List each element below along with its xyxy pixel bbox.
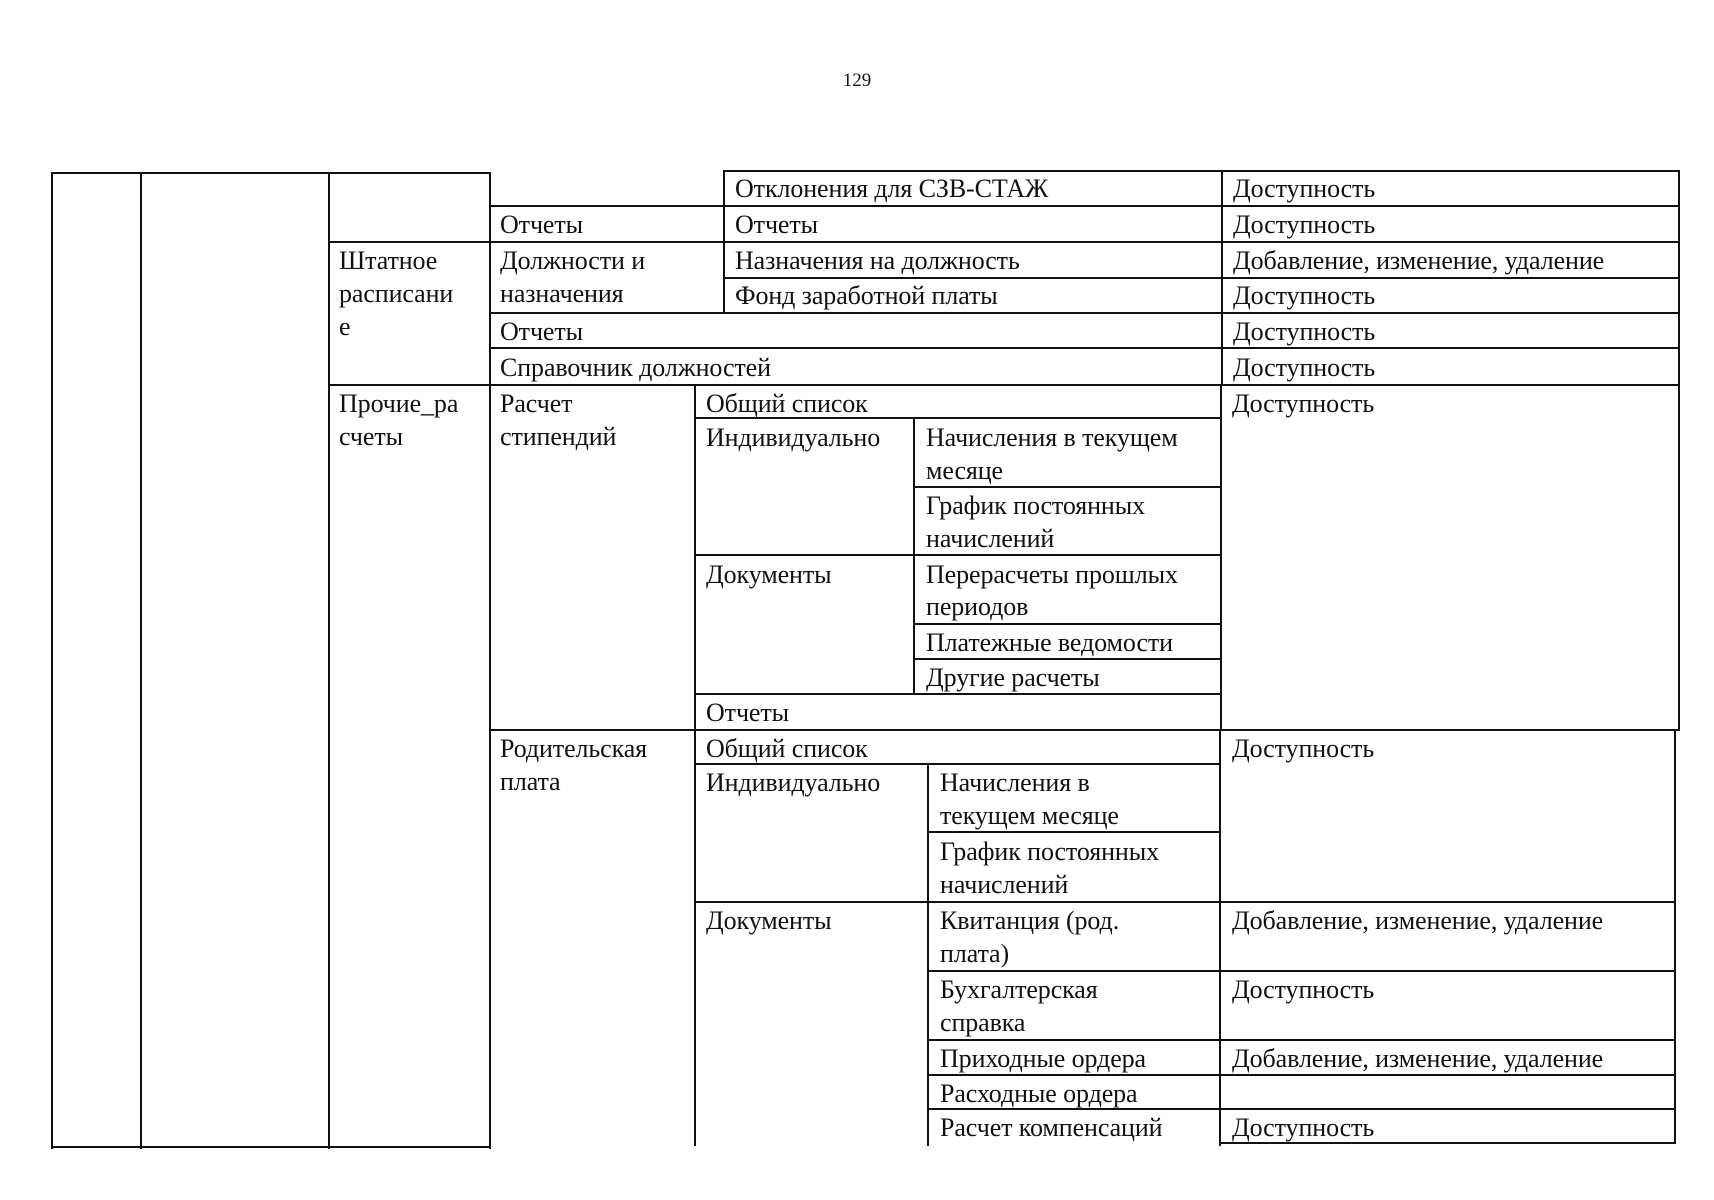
table-border-bottom [51, 1146, 491, 1148]
table-cell: начислений [940, 870, 1069, 899]
table-cell: Приходные ордера [940, 1044, 1146, 1073]
table-cell: Доступность [1233, 281, 1376, 310]
column-divider-4 [694, 384, 696, 1146]
row-line [489, 312, 1680, 314]
table-cell: Доступность [1233, 210, 1376, 239]
table-cell: начислений [926, 524, 1055, 553]
table-cell: справка [940, 1008, 1026, 1037]
table-cell: Справочник должностей [500, 353, 771, 382]
positions-label-line-1: Должности и [500, 246, 646, 275]
table-cell: Бухгалтерская [940, 975, 1098, 1004]
table-border-left [51, 172, 53, 1149]
table-cell: текущем месяце [940, 801, 1119, 830]
table-cell: Доступность [1232, 975, 1375, 1004]
table-cell: Фонд заработной платы [735, 281, 998, 310]
table-cell: периодов [926, 592, 1029, 621]
table-cell: Добавление, изменение, удаление [1233, 246, 1605, 275]
table-cell: Перерасчеты прошлых [926, 560, 1178, 589]
table-cell: Доступность [1232, 389, 1375, 418]
table-cell: Общий список [706, 734, 868, 763]
column-divider-3 [489, 172, 491, 1149]
column-divider-1 [140, 172, 142, 1149]
section-other-line-2: счеты [339, 422, 403, 451]
section-staff-line-2: расписани [339, 279, 454, 308]
table-cell: График постоянных [940, 837, 1160, 866]
table-cell: Добавление, изменение, удаление [1232, 1044, 1604, 1073]
row-line [489, 205, 1680, 207]
parent-fee-label-line-1: Родительская [500, 734, 648, 763]
section-staff-line-3: е [339, 312, 351, 341]
scholarship-label-line-1: Расчет [500, 389, 573, 418]
table-cell: Доступность [1233, 353, 1376, 382]
table-cell: Отчеты [735, 210, 818, 239]
row-line [927, 1039, 1676, 1041]
column-divider-5-parent [927, 763, 929, 1146]
row-line [927, 970, 1676, 972]
table-cell: Начисления в [940, 768, 1090, 797]
table-cell: Отчеты [500, 317, 583, 346]
column-divider-6-parent [1219, 729, 1221, 1146]
table-cell: Общий список [706, 389, 868, 418]
row-line-top-left [51, 172, 491, 174]
row-line [328, 241, 1680, 243]
table-border-right-scholarship [1678, 384, 1680, 729]
row-line [913, 623, 1222, 625]
table-cell: Платежные ведомости [926, 628, 1173, 657]
table-cell: месяце [926, 456, 1003, 485]
row-line [328, 384, 1680, 386]
column-divider-6-scholarship [1220, 384, 1222, 730]
row-line [489, 729, 1680, 731]
table-cell: Доступность [1233, 317, 1376, 346]
row-line [489, 347, 1680, 349]
scholarship-label-line-2: стипендий [500, 422, 617, 451]
table-cell: Доступность [1232, 734, 1375, 763]
table-cell: Индивидуально [706, 768, 881, 797]
table-cell: Доступность [1232, 1113, 1375, 1142]
table-cell: Расходные ордера [940, 1079, 1138, 1108]
table-cell: Расчет компенсаций [940, 1113, 1163, 1142]
table-cell: Другие расчеты [926, 663, 1100, 692]
table-cell: плата) [940, 939, 1010, 968]
table-cell: Начисления в текущем [926, 423, 1178, 452]
table-cell: График постоянных [926, 491, 1146, 520]
column-divider-2 [328, 172, 330, 1149]
table-cell: Добавление, изменение, удаление [1232, 906, 1604, 935]
table-cell: Документы [706, 906, 832, 935]
table-cell: Назначения на должность [735, 246, 1020, 275]
page-number: 129 [842, 70, 872, 91]
table-cell: Документы [706, 560, 832, 589]
table-cell: Отчеты [706, 698, 789, 727]
table-cell: Отчеты [500, 210, 583, 239]
positions-label-line-2: назначения [500, 279, 624, 308]
section-staff-line-1: Штатное [339, 246, 438, 275]
table-cell: Квитанция (род. [940, 906, 1120, 935]
table-cell: Доступность [1233, 174, 1376, 203]
table-cell: Индивидуально [706, 423, 881, 452]
table-border-right-parent [1674, 729, 1676, 1144]
table-cell: Отклонения для СЗВ-СТАЖ [735, 174, 1049, 203]
row-line [694, 901, 1676, 903]
parent-fee-label-line-2: плата [500, 767, 561, 796]
section-other-line-1: Прочие_ра [339, 389, 459, 418]
